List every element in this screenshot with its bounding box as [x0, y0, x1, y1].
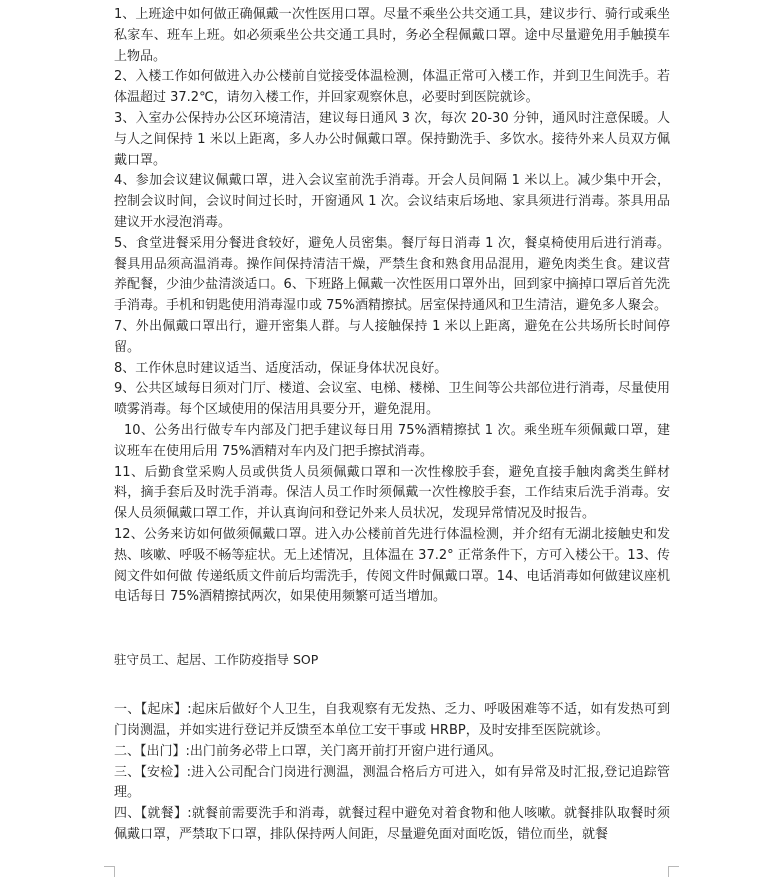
paragraph-official-travel: 10、公务出行做专车内部及门把手建议每日用 75%酒精擦拭 1 次。乘坐班车须佩戴口罩，建议班车在使用后用 75%酒精对车内及门把手擦拭消毒。: [114, 422, 670, 459]
blank-space: [114, 608, 670, 650]
section-title: 驻守员工、起居、工作防疫指导 SOP: [114, 652, 319, 668]
item-dining: 四、【就餐】:就餐前需要洗手和消毒，就餐过程中避免对着食物和他人咳嗽。就餐排队取餐时须佩戴口罩，严禁取下口罩，排队保持两人间距，尽量避免面对面吃饭，错位而坐，就餐: [114, 806, 670, 842]
paragraph-canteen: 5、食堂进餐采用分餐进食较好，避免人员密集。餐厅每日消毒 1 次，餐桌椅使用后进行消毒。餐具用品须高温消毒。操作间保持清洁干燥，严禁生食和熟食用品混用，避免肉类生食。建议营养配餐，少油少盐清淡适口。6、下班路上佩戴一次性医用口罩外出，回到家中摘掉口罩后首先洗手消毒。手机和钥匙使用消毒湿巾或 75%酒精擦拭。居室保持通风和卫生清洁，避免多人聚会。: [114, 235, 670, 314]
paragraph-office: 3、入室办公保持办公区环境清洁，建议每日通风 3 次，每次 20-30 分钟，通风时注意保暖。人与人之间保持 1 米以上距离，多人办公时佩戴口罩。保持勤洗手、多饮水。接待外来人员双方佩戴口罩。: [114, 110, 670, 168]
paragraph-commute: 1、上班途中如何做正确佩戴一次性医用口罩。尽量不乘坐公共交通工具，建议步行、骑行或乘坐私家车、班车上班。如必须乘坐公共交通工具时，务必全程佩戴口罩。途中尽量避免用手触摸车上物品。: [114, 7, 670, 64]
paragraph-meeting: 4、参加会议建议佩戴口罩，进入会议室前洗手消毒。开会人员间隔 1 米以上。减少集中开会，控制会议时间，会议时间过长时，开窗通风 1 次。会议结束后场地、家具须进行消毒。茶具用品建议开水浸泡消毒。: [114, 173, 670, 230]
paragraph-visitors: 12、公务来访如何做须佩戴口罩。进入办公楼前首先进行体温检测，并介绍有无湖北接触史和发热、咳嗽、呼吸不畅等症状。无上述情况，且体温在 37.2° 正常条件下，方可入楼公干。13、传阅文件如何做 传递纸质文件前后均需洗手，传阅文件时佩戴口罩。14、电话消毒如何做建议座机电话每日 75%酒精擦拭两次，如果使用频繁可适当增加。: [114, 526, 670, 605]
paragraph-logistics: 11、后勤食堂采购人员或供货人员须佩戴口罩和一次性橡胶手套，避免直接手触肉禽类生鲜材料，摘手套后及时洗手消毒。保洁人员工作时须佩戴一次性橡胶手套，工作结束后洗手消毒。安保人员须佩戴口罩工作，并认真询问和登记外来人员状况，发现异常情况及时报告。: [114, 464, 670, 522]
item-security-check: 三、【安检】:进入公司配合门岗进行测温，测温合格后方可进入，如有异常及时汇报,登记追踪管理。: [114, 764, 670, 801]
page-corner-mark: [668, 866, 679, 877]
paragraph-public-areas: 9、公共区域每日须对门厅、楼道、会议室、电梯、楼梯、卫生间等公共部位进行消毒，尽量使用喷雾消毒。每个区域使用的保洁用具要分开，避免混用。: [114, 381, 670, 418]
item-go-out: 二、【出门】:出门前务必带上口罩，关门离开前打开窗户进行通风。: [114, 743, 502, 759]
page-corner-mark: [104, 866, 115, 877]
blank-space: [114, 670, 670, 700]
item-wake-up: 一、【起床】:起床后做好个人卫生，自我观察有无发热、乏力、呼吸困难等不适，如有发热可到门岗测温，并如实进行登记并反馈至本单位工安干事或 HRBP，及时安排至医院就诊。: [114, 702, 670, 738]
paragraph-enter-building: 2、入楼工作如何做进入办公楼前自觉接受体温检测，体温正常可入楼工作，并到卫生间洗手。若体温超过 37.2℃，请勿入楼工作，并回家观察休息，必要时到医院就诊。: [114, 69, 670, 106]
paragraph-rest: 8、工作休息时建议适当、适度活动，保证身体状况良好。: [114, 360, 448, 376]
document-body: [114, 5, 670, 846]
paragraph-going-out: 7、外出佩戴口罩出行，避开密集人群。与人接触保持 1 米以上距离，避免在公共场所长时间停留。: [114, 318, 670, 355]
